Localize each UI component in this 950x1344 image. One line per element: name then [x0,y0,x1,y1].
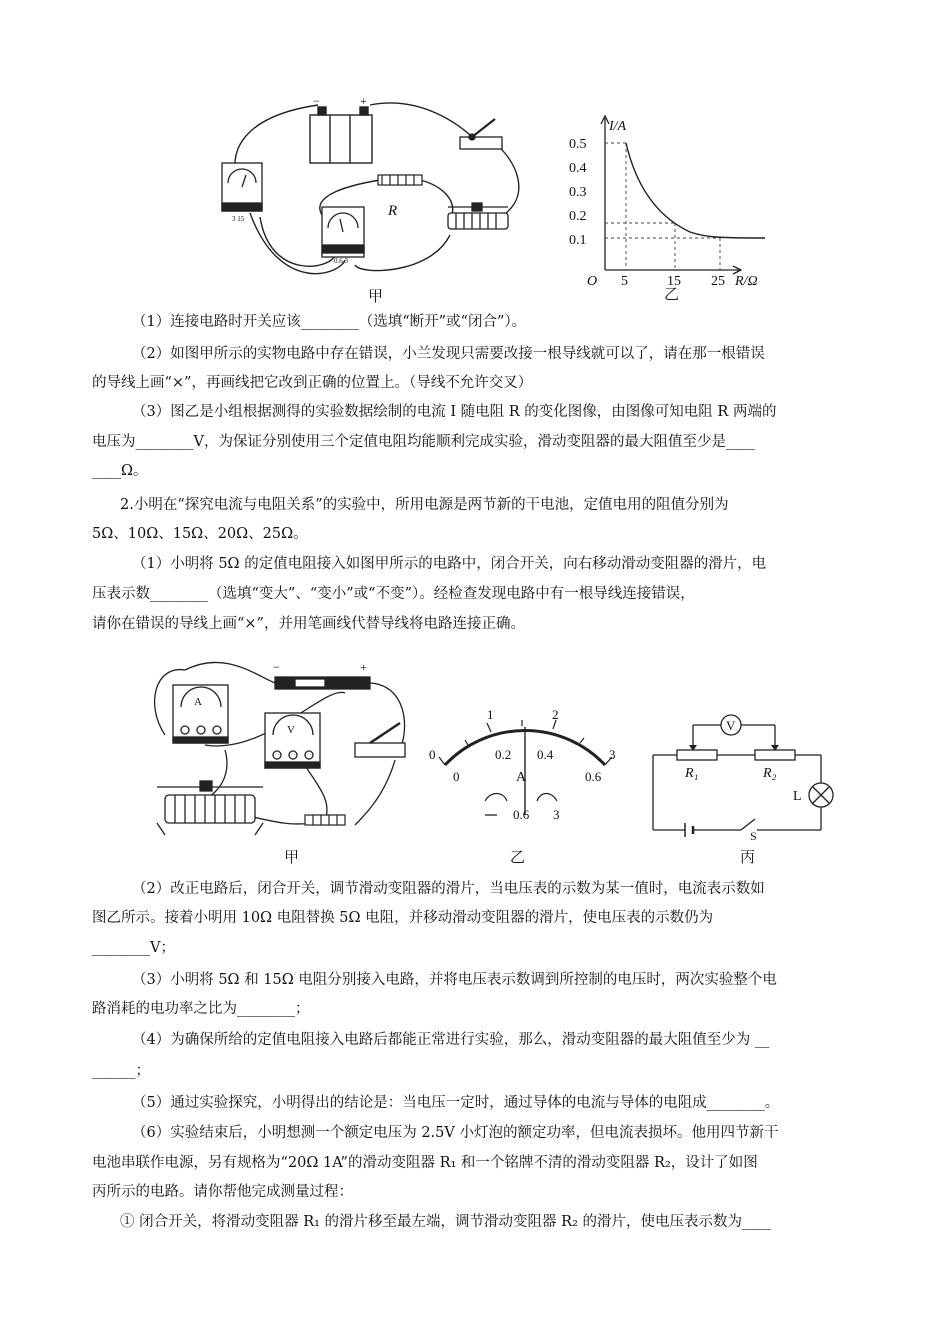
resistor-label: R [388,203,398,219]
q2-part3-line2: 路消耗的电功率之比为________； [92,1001,310,1017]
y-tick-4: 0.1 [569,233,587,248]
dial-upper-3: 3 [609,747,616,762]
dial-upper-0: 0 [429,747,436,762]
q2-part4-line2: ______； [92,1063,150,1079]
switch-icon [355,723,405,757]
graph-x-label: R/Ω [735,274,758,289]
switch-icon [460,119,502,149]
figure2-caption-bing: 丙 [740,848,756,866]
voltmeter-icon [222,163,262,211]
voltmeter-icon [265,713,320,768]
dial-upper-1: 1 [487,707,494,722]
ammeter-icon [322,207,364,257]
y-tick-3: 0.2 [569,209,587,224]
schematic-voltmeter: V [726,718,736,733]
figure1-caption-jia: 甲 [368,287,384,305]
dial-upper-2: 2 [552,707,559,722]
q1-part3-line2: 电压为________V，为保证分别使用三个定值电阻均能顺利完成实验，滑动变阻器的最大阻值至少是____ [92,434,755,450]
q1-part2-line2: 的导线上画“×”，再画线把它改到正确的位置上。（导线不允许交叉） [92,375,533,391]
schematic-r2: R₂ [763,766,777,781]
dial-terminal-1: 3 [553,807,560,822]
y-tick-1: 0.4 [569,161,587,176]
q2-part1-line1: （1）小明将 5Ω 的定值电阻接入如图甲所示的电路中，闭合开关，向右移动滑动变阻器的滑片，电 [132,556,767,572]
graph-origin: O [587,274,598,289]
battery-icon [310,107,372,163]
q2-part1-line3: 请你在错误的导线上画“×”，并用笔画线代替导线将电路连接正确。 [92,616,525,632]
figure-2-circuit [145,655,425,850]
figure1-caption-yi: 乙 [664,285,680,303]
q2-part1-line2: 压表示数________（选填“变大”、“变小”或“不变”）。经检查发现电路中有一根导线连接错误， [92,586,695,602]
graph-y-label: I/A [609,119,627,134]
x-tick-1: 15 [667,274,681,289]
meter1-scale: 3 15 [232,215,245,223]
q2-step1: ① 闭合开关，将滑动变阻器 R₁ 的滑片移至最左端，调节滑动变阻器 R₂ 的滑片，使电压表示数为____ [120,1214,772,1230]
q1-part2-line1: （2）如图甲所示的实物电路中存在错误，小兰发现只需要改接一根导线就可以了，请在那一根错误 [132,346,765,362]
rheostat-icon [448,203,508,229]
r2-icon [755,750,795,760]
q2-part6-line1: （6）实验结束后，小明想测一个额定电压为 2.5V 小灯泡的额定功率，但电流表损坏。他用四节新干 [132,1125,779,1141]
meter2-scale: 0.6 3 [334,257,348,265]
q2-part3-line1: （3）小明将 5Ω 和 15Ω 电阻分别接入电路，并将电压表示数调到所控制的电压时，两次实验整个电 [132,972,777,988]
q2-intro-line2: 5Ω、10Ω、15Ω、20Ω、25Ω。 [92,526,308,542]
y-tick-0: 0.5 [569,137,587,152]
battery-icon [275,677,370,689]
q2-intro-line1: 2.小明在“探究电流与电阻关系”的实验中，所用电源是两节新的干电池，定值电用的阻值分别为 [120,497,729,513]
svg-text:+: + [360,95,367,108]
dial-lower-0: 0 [453,769,460,784]
schematic-lamp: L [793,789,802,804]
dial-terminal-0: 0.6 [513,807,530,822]
svg-text:+: + [360,660,367,674]
ammeter-icon [173,685,228,743]
figure-2-schematic [645,705,835,840]
x-tick-2: 25 [711,274,725,289]
q2-part2-line2: 图乙所示。接着小明用 10Ω 电阻替换 5Ω 电阻，并移动滑动变阻器的滑片，使电压表的示数仍为 [92,910,714,926]
resistor-icon [378,175,422,185]
fig2-voltmeter-label: V [287,724,295,736]
fig2-ammeter-label: A [194,696,202,708]
schematic-r1: R₁ [685,766,699,781]
q2-part5: （5）通过实验探究，小明得出的结论是：当电压一定时，通过导体的电流与导体的电阻成________。 [132,1095,780,1111]
dial-unit: A [516,770,527,785]
q1-part1: （1）连接电路时开关应该________（选填“断开”或“闭合”）。 [132,314,527,330]
r1-icon [677,750,717,760]
q2-part6-line3: 丙所示的电路。请你帮他完成测量过程： [92,1184,353,1200]
q1-part3-line1: （3）图乙是小组根据测得的实验数据绘制的电流 I 随电阻 R 的变化图像，由图像可知电阻 R 两端的 [132,404,777,420]
q2-part2-line3: ________V； [92,940,175,956]
dial-lower-3: 0.6 [585,769,602,784]
svg-text:−: − [313,95,320,108]
figure2-caption-yi: 乙 [510,848,526,866]
dial-lower-2: 0.4 [537,747,554,762]
q2-part4-line1: （4）为确保所给的定值电阻接入电路后都能正常进行实验，那么，滑动变阻器的最大阻值至少为 __ [132,1032,770,1048]
rheostat-icon [157,781,263,835]
figure-2-dial [425,705,625,835]
q1-part3-line3: ____Ω。 [92,463,148,479]
resistor-icon [305,815,345,825]
figure-1-graph [565,110,775,290]
figure-1-circuit [210,95,560,305]
figure2-caption-jia: 甲 [284,848,300,866]
q2-part6-line2: 电池串联作电源，另有规格为“20Ω 1A”的滑动变阻器 R₁ 和一个铭牌不清的滑动变阻器 R₂，设计了如图 [92,1155,758,1171]
x-tick-0: 5 [621,274,628,289]
dial-lower-1: 0.2 [495,747,512,762]
svg-text:−: − [273,660,280,674]
y-tick-2: 0.3 [569,185,587,200]
schematic-switch: S [750,829,757,840]
q2-part2-line1: （2）改正电路后，闭合开关，调节滑动变阻器的滑片，当电压表的示数为某一值时，电流表示数如 [132,881,765,897]
i-r-curve [626,143,765,238]
